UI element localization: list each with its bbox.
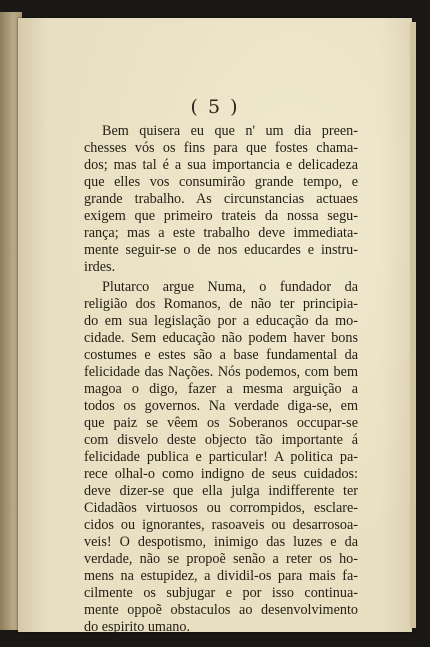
paragraph-2 (84, 279, 358, 636)
text-line: veis! O despotismo, inimigo das luzes e da (84, 534, 358, 550)
text-line: do espirito umano. (84, 619, 190, 635)
text-line: que paiz se vêem os Soberanos occupar-se (84, 415, 358, 431)
page-right-edge (410, 22, 416, 628)
text-line: do em sua legislação por a educação da mo- (84, 313, 358, 329)
text-line: rança; mas a este trabalho deve immediata- (84, 225, 358, 241)
text-line: dos; mas tal é a sua importancia e delicadeza (84, 157, 358, 173)
text-line: irdes. (84, 259, 116, 275)
text-line: costumes e estes são a base fundamental da (84, 347, 358, 363)
text-line: cidos ou ignorantes, rasoaveis ou desarrosoa- (84, 517, 358, 533)
text-line: Bem quisera eu que n' um dia preen- (102, 123, 358, 139)
text-line: exigem que primeiro trateis da nossa segu- (84, 208, 358, 224)
text-line: cilmente os subjugar e por isso continua- (84, 585, 358, 601)
text-line: com disvelo deste objecto tão importante á (84, 432, 358, 448)
text-line: felicidade publica e particular! A politica pa- (84, 449, 358, 465)
page-number: ( 5 ) (190, 96, 240, 118)
text-line: que elles vos consumirão grande tempo, e (84, 174, 358, 190)
text-line: religião dos Romanos, de não ter principia- (84, 296, 358, 312)
text-line: mens na estupidez, a dividil-os para mais fa- (84, 568, 358, 584)
body-text (84, 123, 358, 636)
text-line: rece olhal-o como indigno de seus cuidados: (84, 466, 358, 482)
text-line: Cidadãos virtuosos ou corrompidos, esclare- (84, 500, 358, 516)
text-line: deve dizer-se que ella julga indifferente ter (84, 483, 358, 499)
text-line: mente oppoẽ obstaculos ao desenvolvimento (84, 602, 358, 618)
text-line: cidade. Sem educação não podem haver bons (84, 330, 358, 346)
paragraph-1 (84, 123, 358, 276)
text-line: mente seguir-se o de nos educardes e instru- (84, 242, 358, 258)
text-line: magoa o digo, fazer a mesma arguição a (84, 381, 358, 397)
text-line: felicidade das Nações. Nós podemos, com bem (84, 364, 358, 380)
text-line: grande trabalho. As circunstancias actuaes (84, 191, 358, 207)
text-line: Plutarco argue Numa, o fundador da (102, 279, 358, 295)
text-line: chesses vós os fins para que fostes chama- (84, 140, 358, 156)
text-line: todos os governos. Na verdade diga-se, em (84, 398, 358, 414)
text-line: verdade, não se propoẽ senão a reter os ho- (84, 551, 358, 567)
